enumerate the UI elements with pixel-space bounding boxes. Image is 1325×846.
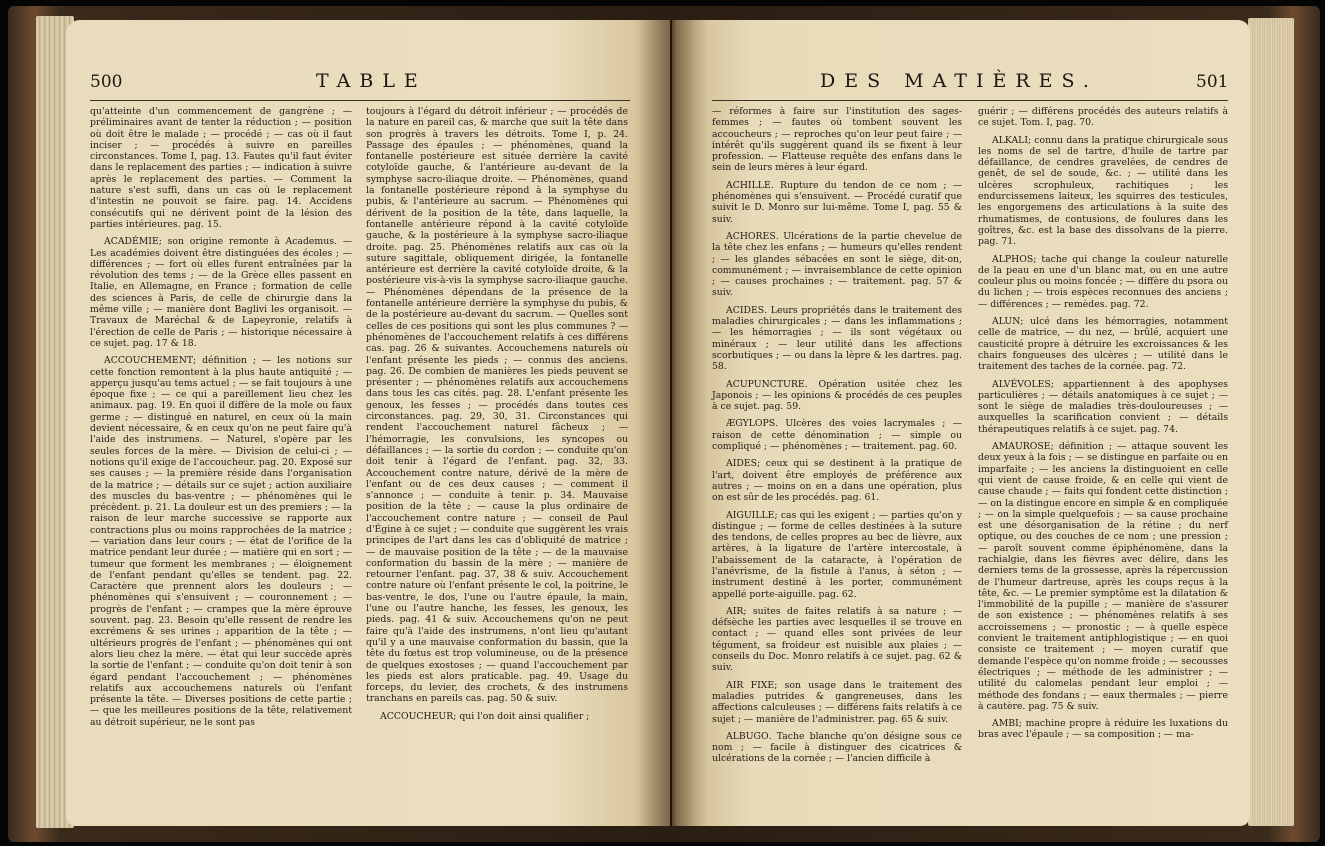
index-entry-text: ; machine propre à réduire les luxations du bras avec l'épaule ; — sa composition ; — ma- xyxy=(978,718,1228,741)
index-entry xyxy=(712,731,962,765)
index-entry-text: qu'atteinte d'un commencement de gangrène ; — préliminaires avant de tenter la réduction ; — position où doit être le malade ; — procédé ; — cas où il faut inciser ; — procédés à suivre en pareilles circonstances. Tome I, pag. 13. Fautes qu'il faut éviter dans le replacement des parties ; — indication à suivre après le replacement des parties. — Comment la nature s'est suffi, dans un cas où le replacement d'intestin ne pouvoit se faire. pag. 14. Accidens consécutifs qui ne dérivent point de la lésion des parties intérieures. pag. 15. xyxy=(90,106,352,230)
index-entry-text: . Leurs propriétés dans le traitement des maladies chirurgicales ; — dans les inflammations ; — les hémorragies ; — ils sont végétaux ou minéraux ; — leur utilité dans les affections scorbutiques ; — ou dans la lèpre & les dartres. pag. 58. xyxy=(712,304,962,373)
index-entry xyxy=(712,379,962,413)
page-number-left: 500 xyxy=(90,72,123,92)
right-column-2 xyxy=(978,106,1228,747)
index-headword: ÆGYLOPS xyxy=(726,418,776,430)
index-entry xyxy=(712,606,962,674)
left-page xyxy=(66,20,670,826)
index-entry-text: ; son origine remonte à Academus. — Les académies doivent être distinguées des écoles ; — différences ; — fort où elles furent entraînées par la révolution des tems ; — de la Grèce elles passent en Italie, en Allemagne, en France ; formation de celle des sciences à Paris, de celle de chirurgie dans la même ville ; — manière dont Baglivi les organisoit. — Travaux de Maréchal & de Lapeyronie, relatifs à l'érection de celle de Paris ; — historique nécessaire à ce sujet. pag. 17 & 18. xyxy=(90,236,352,349)
index-headword: ACHILLE xyxy=(726,179,771,191)
index-entry-text: . Rupture du tendon de ce nom ; — phénomènes qui s'ensuivent. — Procédé curatif que suivit le D. Monro sur lui-même. Tome I, pag. 55 & suiv. xyxy=(712,179,962,225)
index-entry xyxy=(366,106,628,705)
index-headword: ACHORES xyxy=(726,230,776,242)
index-entry-text: ; qui l'on doit ainsi qualifier ; xyxy=(453,710,590,722)
index-headword: AMBI xyxy=(992,718,1019,730)
index-entry xyxy=(978,316,1228,372)
index-headword: ACADÉMIE xyxy=(104,236,159,248)
index-headword: AIR xyxy=(726,605,744,617)
index-entry-text: toujours à l'égard du détroit inférieur ; — procédés de la nature en pareil cas, & marche que suit la tête dans son progrès à travers les détroits. Tome I, p. 24. Passage des épaules ; — phénomènes, quand la fontanelle postérieure est située derrière la cavité cotyloïde gauche, & l'antérieure au-devant de la symphyse sacro-iliaque droite. — Phénomènes, quand la fontanelle postérieure répond à la symphyse du pubis, & l'antérieure au sacrum. — Phénomènes qui dérivent de la position de la tête, dans laquelle, la fontanelle antérieure répond à la cavité cotyloïde gauche, & la postérieure à la symphyse sacro-iliaque droite. pag. 25. Phénomènes relatifs aux cas où la suture sagittale, obliquement dirigée, la fontanelle antérieure est derrière la cavité cotyloïde droite, & la postérieure vis-à-vis la symphyse sacro-iliaque gauche. — Phénomènes dépendans de la présence de la fontanelle antérieure derrière la symphyse du pubis, & de la postérieure au-devant du sacrum. — Quelles sont celles de ces positions qui sont les plus communes ? — phénomènes de l'accouchement relatifs à ces différens cas. pag. 26 & suivantes. Accouchemens naturels où l'enfant présente les pieds ; — connus des anciens. pag. 26. De combien de manières les pieds peuvent se présenter ; — phénomènes relatifs aux accouchemens dans tous les cas cités. pag. 28. L'enfant présente les genoux, les fesses ; — procédés dans toutes ces circonstances. pag. 29, 30, 31. Circonstances qui rendent l'accouchement naturel fâcheux ; — l'hémorragie, les convulsions, les syncopes ou défaillances ; — la sortie du cordon ; — conduite qu'on doit tenir à l'égard de l'enfant. pag. 32, 33. Accouchement contre nature, dérivé de la mère de l'enfant ou de ces deux causes ; — comment il s'annonce ; — conduite à tenir. p. 34. Mauvaise position de la tête ; — cause la plus ordinaire de l'accouchement contre nature ; — conseil de Paul d'Égine à ce sujet ; — conduite que suggèrent les vrais principes de l'art dans les cas d'obliquité de matrice ; — de mauvaise position de la tête ; — de la mauvaise conformation du bassin de la mère ; — manière de retourner l'enfant. pag. 37, 38 & suiv. Accouchement contre nature où l'enfant présente le col, la poitrine, le bas-ventre, le dos, l'une ou l'autre épaule, la main, l'une ou l'autre hanche, les fesses, les genoux, les pieds. pag. 41 & suiv. Accouchemens qu'on ne peut faire qu'à l'aide des instrumens, n'ont lieu qu'autant qu'il y a une mauvaise conformation du bassin, que la tête du fœtus est trop volumineuse, ou de la présence de quelques exostoses ; — quand l'accouchement par les pieds est alors praticable. pag. 49. Usage du forceps, du levier, des crochets, & des instrumens tranchans en pareils cas. pag. 50 & suiv. xyxy=(366,106,628,705)
index-entry xyxy=(712,458,962,503)
index-entry xyxy=(712,180,962,225)
index-headword: AMAUROSE xyxy=(992,441,1051,453)
index-headword: ALPHOS xyxy=(992,253,1034,265)
index-entry-text: . Ulcérations de la partie chevelue de la tête chez les enfans ; — humeurs qu'elles rendent ; — les glandes sébacées en sont le siège, dit-on, communément ; — invraisemblance de cette opinion ; — causes prochaines ; — traitement. pag. 57 & suiv. xyxy=(712,230,962,299)
page-edges-right xyxy=(1248,18,1294,826)
index-entry xyxy=(712,106,962,174)
running-head-left: TABLE xyxy=(316,70,427,92)
index-entry-text: . Tache blanche qu'on désigne sous ce nom ; — facile à distinguer des cicatrices & ulcérations de la cornée ; — l'ancien difficile à xyxy=(712,730,962,765)
index-headword: AIDES xyxy=(726,458,757,470)
index-headword: ACIDES xyxy=(726,304,765,316)
index-entry-text: . Opération usitée chez les Japonois ; — les opinions & procédés de ces peuples à ce sujet. pag. 59. xyxy=(712,378,962,413)
index-entry xyxy=(978,441,1228,712)
index-entry-text: ; définition ; — attaque souvent les deux yeux à la fois ; — se distingue en parfaite ou en imparfaite ; — les anciens la distinguoient en celle qui vient de cause froide, & en celle qui vient de cause chaude ; — faits qui fondent cette distinction ; — on la distingue encore en simple & en compliquée ; — on la simple quelquefois ; — sa cause prochaine est une désorganisation de la rétine ; du nerf optique, ou des couches de ce nom ; une pression ; — paroît souvent comme épiphénomène, dans la rachialgie, dans les fièvres avec délire, dans les derniers tems de la grossesse, après la répercussion de l'humeur dartreuse, après les coups reçus à la tête, &c. — Le premier symptôme est la dilatation & l'immobilité de la pupille ; — manière de s'assurer de son existence ; — phénomènes relatifs à ses accroissemens ; — pronostic ; — à quelle espèce convient le traitement antiphlogistique ; — en quoi consiste ce traitement ; — moyen curatif que demande l'espèce qu'on nomme froide ; — secousses électriques ; — méthode de les administrer ; — utilité du calomelas pendant leur emploi ; — méthode des fondans ; — eaux thermales ; — pierre à cautère. pag. 75 & suiv. xyxy=(978,441,1228,712)
index-entry xyxy=(712,231,962,299)
index-entry xyxy=(978,379,1228,435)
index-entry-text: . Ulcères des voies lacrymales ; — raison de cette dénomination ; — simple ou compliqué ; — phénomènes ; — traitement. pag. 60. xyxy=(712,418,962,453)
page-number-right: 501 xyxy=(1196,72,1229,92)
index-headword: ALKALI xyxy=(992,134,1029,146)
index-entry xyxy=(712,418,962,452)
running-head-right: DES MATIÈRES. xyxy=(820,70,1098,92)
index-entry-text: guérir ; — différens procédés des auteurs relatifs à ce sujet. Tom. I, pag. 70. xyxy=(978,106,1228,129)
index-headword: ACCOUCHEUR xyxy=(380,710,454,722)
index-headword: AIGUILLE xyxy=(726,509,775,521)
left-column-1 xyxy=(90,106,352,734)
index-entry xyxy=(712,680,962,725)
index-entry-text: ; suites de faites relatifs à sa nature ; — défsèche les parties avec lesquelles il se trouve en contact ; — quand elles sont privées de leur tégument, sa froideur est nuisible aux plaies ; — conseils du Doc. Monro relatifs à ce sujet. pag. 62 & suiv. xyxy=(712,605,962,674)
index-entry xyxy=(90,355,352,728)
index-headword: ALBUGO xyxy=(726,730,769,742)
right-column-1 xyxy=(712,106,962,771)
index-headword: ALUN xyxy=(992,316,1021,328)
header-rule-right xyxy=(712,100,1228,101)
index-entry-text: ; cas qui les exigent ; — parties qu'on y distingue ; — forme de celles destinées à la suture des tendons, de celles propres au bec de lièvre, aux artères, à la ligature de l'artère intercostale, à l'abaissement de la cataracte, à l'opération de l'anévrisme, de la fistule à l'anus, à séton ; — instrument destiné à les porter, communément appellé porte-aiguille. pag. 62. xyxy=(712,509,962,600)
index-entry xyxy=(978,106,1228,129)
index-entry xyxy=(90,106,352,230)
index-headword: ACCOUCHEMENT xyxy=(104,355,194,367)
index-entry-text: ; définition ; — les notions sur cette fonction remontent à la plus haute antiquité ; — apperçu jusqu'au tems actuel ; — se fait toujours à une époque fixe ; — ce qui a pareillement lieu chez les animaux. pag. 19. En quoi il diffère de la mole ou faux germe ; — distingué en naturel, en ceux où la main devient nécessaire, & en ceux qu'on ne peut faire qu'à l'aide des instrumens. — Naturel, s'opère par les seules forces de la mère. — Division de celui-ci ; — notions qu'il exige de l'accoucheur. pag. 20. Exposé sur ses causes ; — la première réside dans l'organisation de la matrice ; — détails sur ce sujet ; action auxiliaire des muscles du bas-ventre ; — phénomènes qui le précèdent. p. 21. La douleur est un des premiers ; — la raison de leur marche successive se rapporte aux contractions plus ou moins rapprochées de la matrice ; — variation dans leur cours ; — état de l'orifice de la matrice pendant leur durée ; — matière qui en sort ; — tumeur que forment les membranes ; — éloignement de l'enfant pendant qu'elles se tendent. pag. 22. Caractère que prennent alors les douleurs ; — phénomènes qui s'ensuivent ; — couronnement ; — progrès de l'enfant ; — crampes que la mère éprouve souvent. pag. 23. Besoin qu'elle ressent de rendre les excrémens & ses urines ; apparition de la tête ; — ultérieurs progrès de l'enfant ; — phénomènes qui ont alors lieu chez la mère. — état qui leur succède après la sortie de l'enfant ; — conduite qu'on doit tenir à son égard pendant l'accouchement ; — phénomènes relatifs aux accouchemens naturels où l'enfant présente la tête. — Diverses positions de cette partie ; — que les meilleures positions de la tête, relativement au détroit supérieur, ne le sont pas xyxy=(90,355,352,728)
index-entry-text: — réformes à faire sur l'institution des sages-femmes ; — fautes où tombent souvent les accoucheurs ; — reproches qu'on leur peut faire ; — intérêt qu'ils suggèrent quand ils se fixent à leur profession. — Flatteuse requête des enfans dans le sein de leurs mères à leur égard. xyxy=(712,106,962,174)
index-entry xyxy=(712,510,962,600)
index-entry xyxy=(90,236,352,349)
open-book xyxy=(8,6,1320,842)
index-headword: ALVÉVOLES xyxy=(992,378,1051,390)
index-entry-text: ; son usage dans le traitement des maladies putrides & gangreneuses, dans les affections calculeuses ; — différens faits relatifs à ce sujet ; — manière de l'administrer. pag. 65 & suiv. xyxy=(712,679,962,725)
header-rule-left xyxy=(90,100,630,101)
index-entry xyxy=(978,135,1228,248)
index-entry-text: ; ceux qui se destinent à la pratique de l'art, doivent être employés de préférence aux autres ; — moins on en a dans une opération, plus on est sûr de les procédés. pag. 61. xyxy=(712,458,962,504)
left-column-2 xyxy=(366,106,628,728)
index-entry xyxy=(978,254,1228,310)
index-entry-text: ; appartiennent à des apophyses particulières ; — détails anatomiques à ce sujet ; — sont le siège de maladies très-douloureuses ; — auxquelles la scarification convient ; — détails thérapeutiques relatifs à ce sujet. pag. 74. xyxy=(978,378,1228,435)
index-entry xyxy=(366,711,628,722)
index-headword: AIR FIXE xyxy=(726,679,775,691)
index-entry-text: ; connu dans la pratique chirurgicale sous les noms de sel de tartre, d'huile de tartre par défaillance, de cendres gravelées, de cendres de genêt, de sel de soude, &c. ; — utilité dans les ulcères scrophuleux, rachitiques ; les endurcissemens laiteux, les squirres des testicules, les engorgemens des articulations à la suite des rhumatismes, de contusions, de foulures dans les goîtres, &c. est la base des dissolvans de la pierre. pag. 71. xyxy=(978,134,1228,248)
index-headword: ACUPUNCTURE xyxy=(726,378,805,390)
index-entry xyxy=(712,305,962,373)
index-entry-text: ; tache qui change la couleur naturelle de la peau en une d'un blanc mat, ou en une autre couleur plus ou moins foncée ; — diffère du psora ou du lichen ; — trois espèces reconnues des anciens ; — différences ; — remèdes. pag. 72. xyxy=(978,253,1228,310)
index-entry-text: ; ulcé dans les hémorragies, notamment celle de matrice, — du nez, — brûlé, acquiert une causticité propre à détruire les excroissances & les chairs fongueuses des ulcères ; — utilité dans le traitement des taches de la cornée. pag. 72. xyxy=(978,316,1228,373)
index-entry xyxy=(978,718,1228,741)
right-page xyxy=(672,20,1250,826)
